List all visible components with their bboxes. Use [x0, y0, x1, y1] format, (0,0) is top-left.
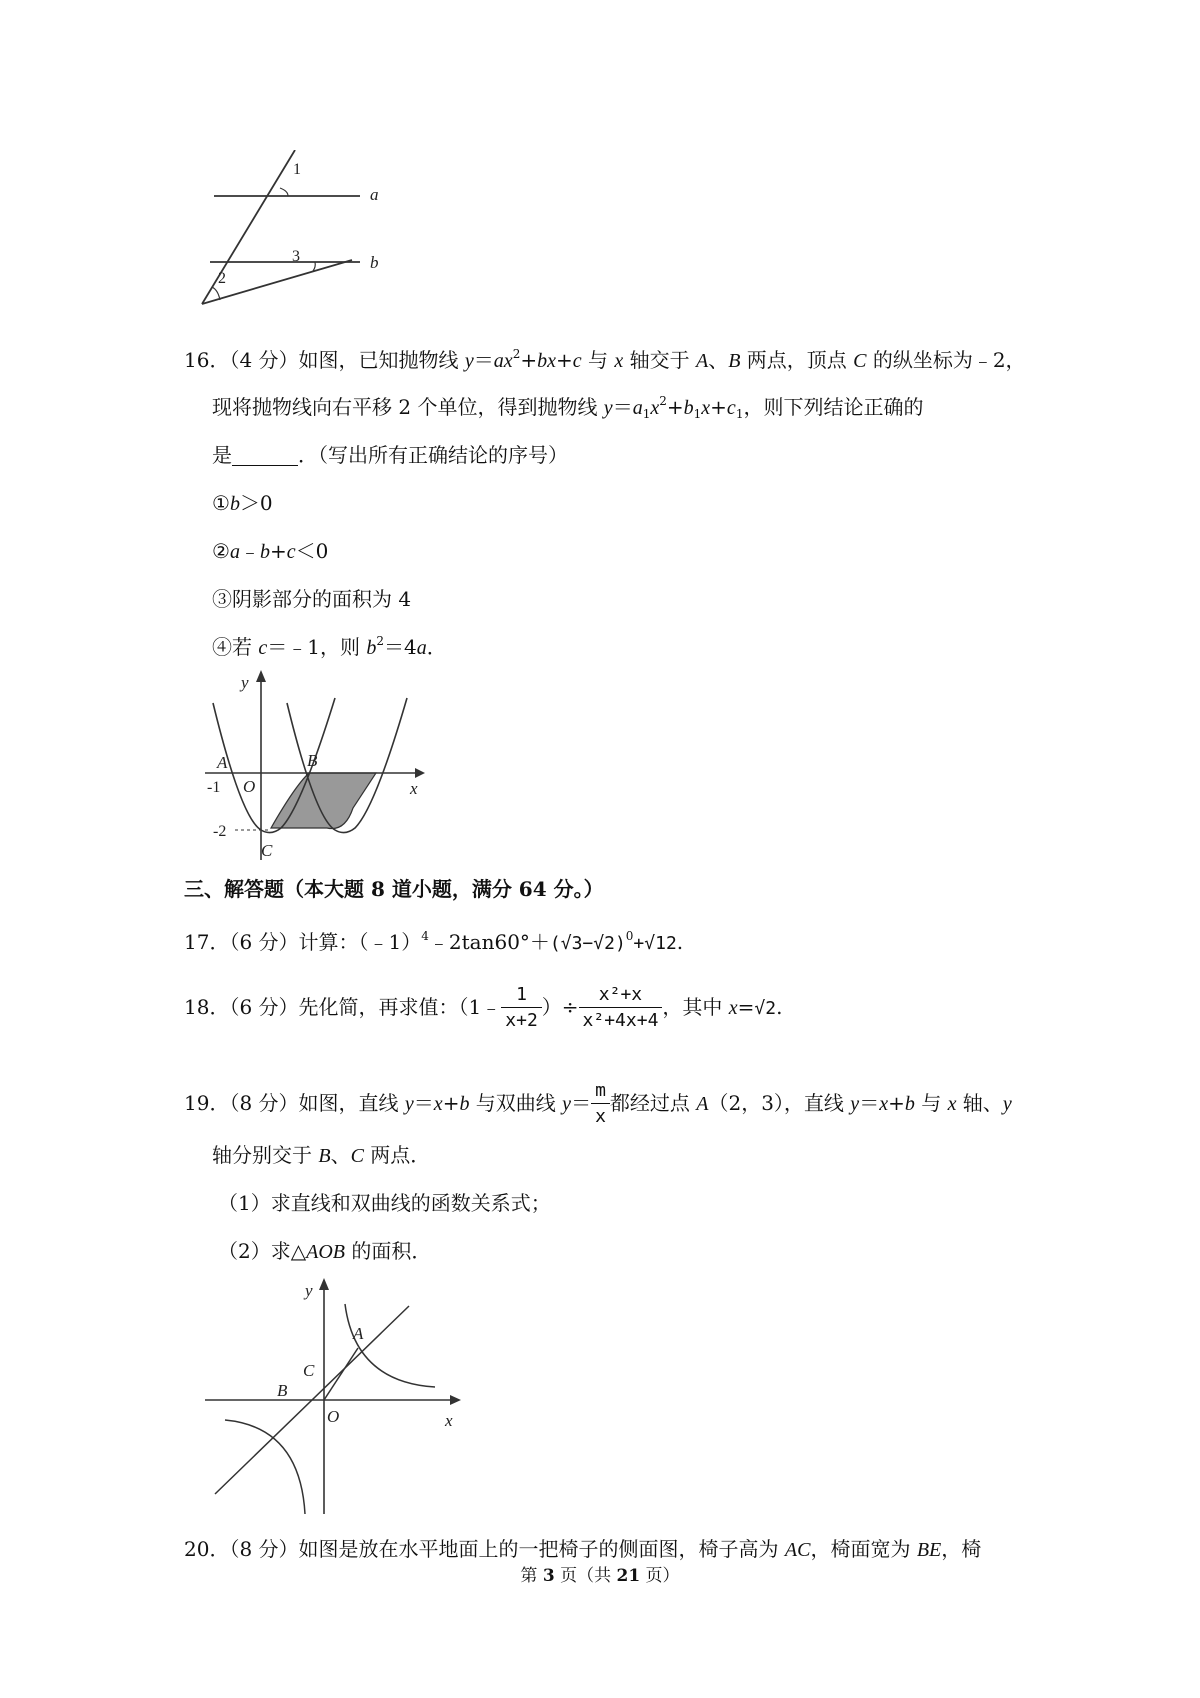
q16-text: ．（写出所有正确结论的序号） — [298, 443, 568, 467]
q16-number: 16． — [184, 348, 230, 372]
y-axis-arrow — [319, 1278, 329, 1290]
segment-oa — [324, 1348, 358, 1400]
section-3-heading: 三、解答题（本大题 8 道小题，满分 64 分。） — [184, 877, 604, 901]
page-footer: 第 3 页（共 21 页） — [520, 1566, 680, 1586]
x-axis-label: x — [445, 1411, 453, 1430]
q18-line: 18．（6 分）先化简，再求值：（1﹣ $\frac{1}{x+2}$ ）÷ $\frac{\text{x²+x}}{\text{x²+4x+4}}$ ，其中 x=√2. — [184, 980, 782, 1034]
angle-1-arc — [280, 188, 288, 196]
page-number: 3 — [542, 1566, 555, 1586]
q16-text: 与 — [581, 348, 615, 372]
q16-option-3: ③阴影部分的面积为 4 — [212, 587, 412, 611]
angle-1-label: 1 — [293, 161, 301, 178]
angle-2-label: 2 — [218, 270, 226, 287]
point-a-label: A — [217, 753, 228, 772]
q16-score: （4 分） — [229, 348, 299, 372]
q16-text: 如图，已知抛物线 — [298, 348, 465, 372]
q16-text: ，则下列结论正确的 — [743, 395, 924, 419]
q20-line1: 20．（8 分）如图是放在水平地面上的一把椅子的侧面图，椅子高为 AC，椅面宽为 BE，椅 — [184, 1537, 982, 1561]
q17-number: 17． — [184, 930, 230, 954]
figure-q16-parabolas — [205, 668, 430, 863]
q16-parabola-eq: y — [464, 350, 474, 372]
point-a-label: A — [353, 1324, 364, 1343]
angle-2-arc — [212, 287, 220, 300]
q16-line2: 现将抛物线向右平移 2 个单位，得到抛物线 $y=a_1x^2+b_1x+c_1$，则下列结论正确的 — [212, 394, 924, 421]
total-pages: 21 — [616, 1566, 641, 1586]
point-b-label: B — [277, 1381, 288, 1400]
tick-minus1-label: -1 — [207, 779, 221, 796]
angle-3-arc — [313, 262, 315, 271]
figure-q19-line-hyperbola — [205, 1272, 465, 1517]
answer-blank[interactable] — [232, 445, 298, 466]
q16-option-2: ②a﹣b+c＜0 — [212, 539, 329, 563]
y-axis-label: y — [241, 673, 249, 692]
line-a-label: a — [370, 185, 379, 204]
q16-text: 的纵坐标为﹣2， — [866, 348, 1026, 372]
y-axis-label: y — [305, 1281, 313, 1300]
q16-option-4: ④若 c＝﹣1，则 $b^2=4a$． — [212, 634, 447, 659]
origin-label: O — [243, 777, 256, 796]
q16-line3 — [212, 441, 568, 469]
y-axis-arrow — [256, 670, 266, 682]
origin-label: O — [327, 1407, 340, 1426]
q16-line1: 16．（4 分）如图，已知抛物线 $y=ax^2+bx+c$ 与 x 轴交于 A、B 两点，顶点 C 的纵坐标为﹣2， — [184, 347, 1026, 372]
q19-number: 19． — [184, 1091, 230, 1115]
q17-line: 17．（6 分）计算：$(﹣1)^4﹣2\tan 60^\circ+(√3-√2)^0+√12$. — [184, 929, 684, 954]
point-c-label: C — [261, 841, 273, 860]
figure-q15-parallel-lines — [200, 150, 380, 315]
q19-sub2: （2）求△AOB 的面积． — [218, 1239, 432, 1263]
tick-minus2-label: -2 — [213, 823, 227, 840]
q18-fraction-1: $\frac{1}{x+2}$ — [501, 983, 542, 1034]
q16-option-1: ①b＞0 — [212, 491, 273, 515]
line-b-label: b — [370, 253, 379, 272]
point-c-label: C — [303, 1361, 315, 1380]
q16-text: 是 — [212, 443, 232, 467]
angle-3-label: 3 — [292, 248, 300, 265]
q19-sub1: （1）求直线和双曲线的函数关系式； — [218, 1191, 551, 1215]
q18-number: 18． — [184, 995, 230, 1019]
q19-line2: 轴分别交于 B、C 两点． — [212, 1143, 431, 1167]
q16-text: 现将抛物线向右平移 2 个单位，得到抛物线 — [212, 395, 604, 419]
q20-number: 20． — [184, 1537, 230, 1561]
q18-fraction-2: $\frac{\text{x²+x}}{\text{x²+4x+4}}$ — [579, 983, 663, 1034]
hyperbola-branch-2 — [225, 1420, 305, 1514]
x-axis-label: x — [410, 779, 418, 798]
q16-text: 轴交于 — [623, 348, 696, 372]
x-axis-arrow — [450, 1395, 461, 1405]
q16-text: 两点，顶点 — [740, 348, 854, 372]
point-b-label: B — [307, 751, 318, 770]
q19-line1: 19．（8 分）如图，直线 y＝x+b 与双曲线 y＝ $\frac{m}{x}$ 都经过点 A（2，3），直线 y＝x+b 与 x 轴、y — [184, 1076, 1012, 1130]
hyperbola-branch-1 — [345, 1304, 435, 1387]
q19-fraction: $\frac{m}{x}$ — [591, 1079, 610, 1130]
x-axis-arrow — [415, 768, 425, 778]
